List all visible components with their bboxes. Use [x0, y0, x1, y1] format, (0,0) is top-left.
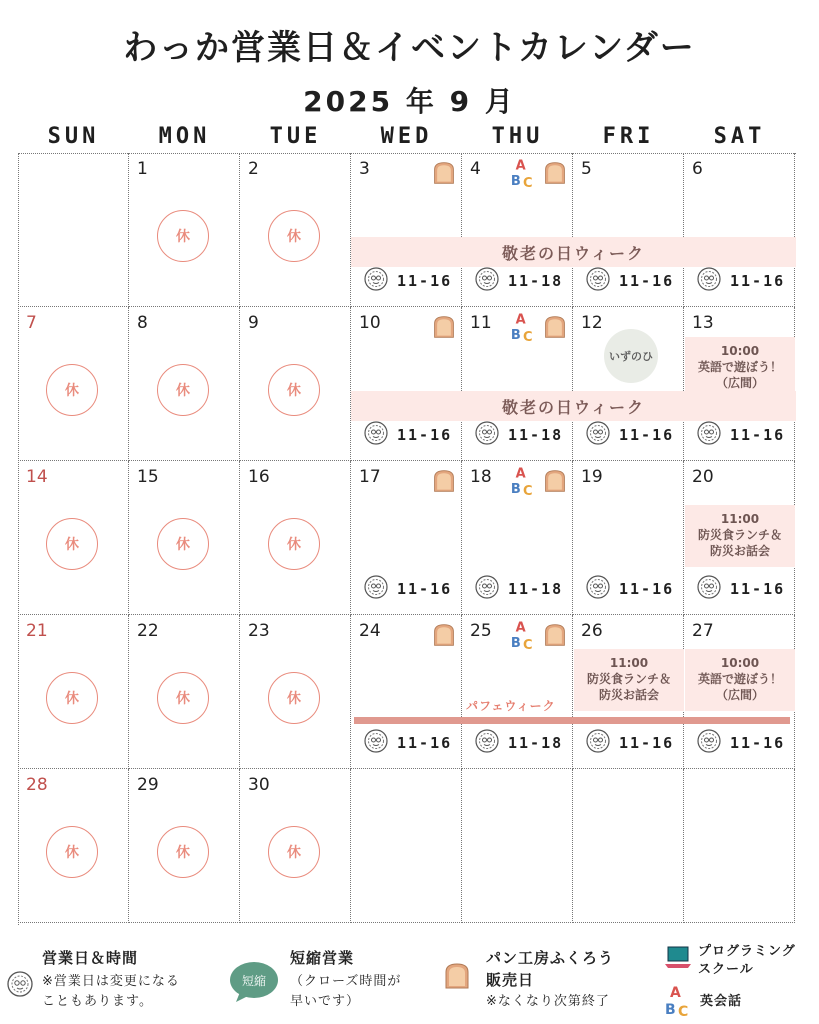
weekday-sat: SAT: [713, 124, 766, 149]
svg-text:B: B: [510, 328, 521, 343]
keiro-week-band-1: 敬老の日ウィーク: [351, 237, 796, 267]
event-title: 防災食ランチ＆: [697, 528, 782, 542]
weekday-thu: THU: [491, 124, 544, 149]
svg-text:A: A: [515, 466, 526, 482]
business-hours-label: 11-18: [508, 426, 564, 444]
bread-icon: [442, 962, 472, 990]
legend-english: 英会話: [700, 994, 743, 1009]
day-number: 10: [359, 313, 381, 333]
closed-badge: 休: [157, 518, 209, 570]
business-hours-label: 11-16: [730, 734, 786, 752]
day-number: 2: [248, 159, 259, 179]
weekday-sun: SUN: [47, 124, 100, 149]
legend-business-title: 営業日＆時間: [42, 949, 139, 967]
event-title: 防災食ランチ＆: [586, 672, 671, 686]
business-hours-label: 11-16: [397, 272, 453, 290]
svg-text:C: C: [523, 329, 533, 343]
svg-text:A: A: [515, 158, 526, 174]
business-hours-label: 11-18: [508, 580, 564, 598]
day-number: 21: [26, 621, 48, 641]
closed-badge: 休: [157, 364, 209, 416]
business-hours-icon: [6, 970, 34, 998]
event-subtitle: 防災お話会: [598, 688, 659, 702]
closed-badge: 休: [157, 210, 209, 262]
business-hours-label: 11-16: [397, 580, 453, 598]
day-number: 4: [470, 159, 481, 179]
svg-text:B: B: [510, 482, 521, 497]
svg-text:B: B: [510, 174, 521, 189]
svg-text:A: A: [515, 620, 526, 636]
business-hours-label: 11-16: [730, 580, 786, 598]
closed-badge: 休: [268, 672, 320, 724]
event-sep26: [574, 649, 684, 711]
legend-bread-title-1: パン工房ふくろう: [486, 949, 615, 967]
business-hours-label: 11-18: [508, 272, 564, 290]
weekday-wed: WED: [380, 124, 433, 149]
closed-badge: 休: [46, 672, 98, 724]
closed-badge: 休: [268, 364, 320, 416]
keiro-week-band-2: 敬老の日ウィーク: [351, 391, 796, 421]
svg-text:B: B: [665, 1002, 676, 1018]
svg-text:A: A: [670, 985, 681, 1001]
day-number: 24: [359, 621, 381, 641]
day-number: 5: [581, 159, 592, 179]
day-number: 1: [137, 159, 148, 179]
business-hours-label: 11-16: [619, 426, 675, 444]
laptop-icon: [664, 944, 692, 970]
legend-programming-1: プログラミング: [698, 944, 796, 959]
weekday-mon: MON: [158, 124, 211, 149]
svg-text:A: A: [515, 312, 526, 328]
month-heading: 2025 年 9 月: [303, 85, 516, 118]
day-number: 27: [692, 621, 714, 641]
event-time: 11:00: [720, 512, 760, 526]
event-place: （広間）: [715, 376, 764, 390]
day-number: 22: [137, 621, 159, 641]
day-number: 6: [692, 159, 703, 179]
closed-badge: 休: [46, 826, 98, 878]
event-time: 10:00: [720, 344, 760, 358]
closed-badge: 休: [157, 672, 209, 724]
event-subtitle: 防災お話会: [709, 544, 770, 558]
event-title: 英語で遊ぼう！: [697, 672, 782, 686]
day-number: 20: [692, 467, 714, 487]
legend-bread-note: ※なくなり次第終了: [486, 994, 610, 1009]
business-hours-label: 11-16: [619, 272, 675, 290]
legend-short-note-1: （クローズ時間が: [290, 974, 402, 989]
weekday-header: [18, 124, 796, 152]
weekday-fri: FRI: [602, 124, 655, 149]
business-hours-label: 11-16: [397, 734, 453, 752]
event-sep13: [685, 337, 795, 393]
day-number: 3: [359, 159, 370, 179]
legend-programming-2: スクール: [698, 962, 754, 977]
svg-text:B: B: [510, 636, 521, 651]
business-hours-label: 11-16: [730, 272, 786, 290]
short-badge-text: 短縮: [241, 974, 267, 988]
legend-short-title: 短縮営業: [290, 949, 355, 967]
short-hours-badge-icon: [228, 960, 280, 1004]
svg-text:C: C: [523, 637, 533, 651]
day-number: 16: [248, 467, 270, 487]
page-title: わっか営業日＆イベントカレンダー: [123, 28, 696, 68]
business-hours-label: 11-16: [730, 426, 786, 444]
day-number: 17: [359, 467, 381, 487]
event-sep20: [685, 505, 795, 567]
day-number: 8: [137, 313, 148, 333]
closed-badge: 休: [268, 826, 320, 878]
day-number: 9: [248, 313, 259, 333]
svg-text:C: C: [523, 483, 533, 497]
closed-badge: 休: [46, 364, 98, 416]
day-number: 18: [470, 467, 492, 487]
day-number: 11: [470, 313, 492, 333]
business-hours-label: 11-16: [619, 580, 675, 598]
legend: [0, 940, 819, 1024]
day-number: 28: [26, 775, 48, 795]
day-number: 19: [581, 467, 603, 487]
day-number: 13: [692, 313, 714, 333]
izunohi-badge: いずのひ: [604, 329, 658, 383]
closed-badge: 休: [268, 210, 320, 262]
legend-business-note-1: ※営業日は変更になる: [42, 974, 180, 989]
day-number: 25: [470, 621, 492, 641]
parfait-week-label: パフェウィーク: [466, 699, 556, 713]
parfait-week-bar: [354, 717, 790, 724]
weekday-tue: TUE: [269, 124, 322, 149]
business-hours-label: 11-18: [508, 734, 564, 752]
legend-business-note-2: こともあります。: [42, 994, 153, 1009]
closed-badge: 休: [46, 518, 98, 570]
day-number: 15: [137, 467, 159, 487]
svg-text:C: C: [678, 1004, 689, 1018]
svg-text:C: C: [523, 175, 533, 189]
day-number: 26: [581, 621, 603, 641]
legend-short-note-2: 早いです）: [290, 994, 361, 1009]
closed-badge: 休: [157, 826, 209, 878]
calendar-grid: [18, 153, 796, 925]
abc-icon: [664, 984, 692, 1018]
event-sep27: [685, 649, 795, 711]
event-time: 11:00: [609, 656, 649, 670]
event-time: 10:00: [720, 656, 760, 670]
day-number: 30: [248, 775, 270, 795]
event-title: 英語で遊ぼう！: [697, 360, 782, 374]
legend-bread-title-2: 販売日: [486, 971, 535, 989]
business-hours-label: 11-16: [397, 426, 453, 444]
day-number: 29: [137, 775, 159, 795]
day-number: 23: [248, 621, 270, 641]
business-hours-label: 11-16: [619, 734, 675, 752]
event-place: （広間）: [715, 688, 764, 702]
day-number: 14: [26, 467, 48, 487]
day-number: 7: [26, 313, 37, 333]
closed-badge: 休: [268, 518, 320, 570]
day-number: 12: [581, 313, 603, 333]
grid-frame: [18, 153, 796, 925]
